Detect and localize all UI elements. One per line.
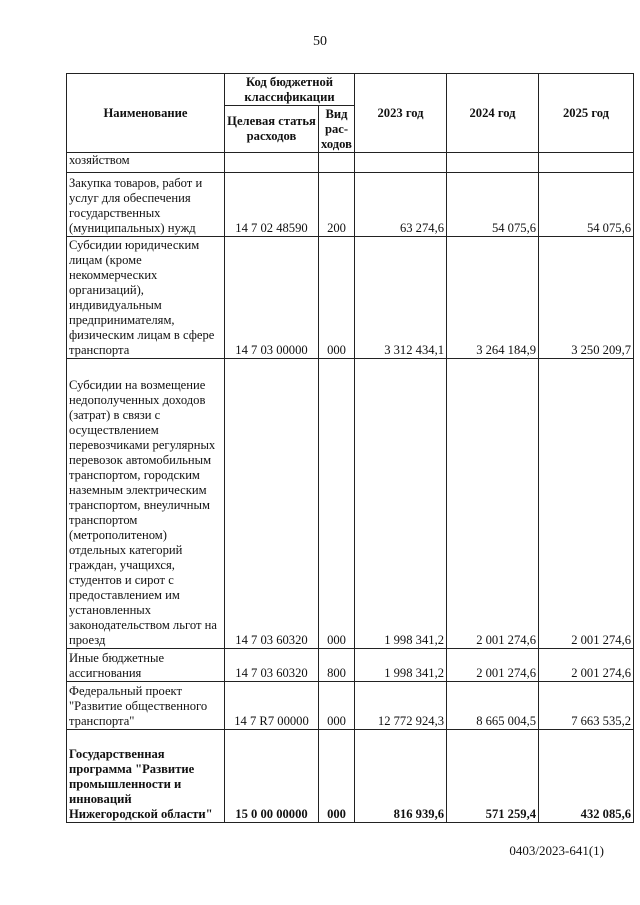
header-2023: 2023 год bbox=[355, 74, 447, 153]
table-row bbox=[67, 237, 634, 359]
row-name: Федеральный проект "Развитие общественного транспорта" bbox=[67, 682, 225, 730]
row-2023: 12 772 924,3 bbox=[355, 682, 447, 730]
row-type bbox=[319, 153, 355, 173]
row-code: 14 7 03 00000 bbox=[225, 237, 319, 359]
row-2024: 2 001 274,6 bbox=[447, 649, 539, 682]
row-type: 200 bbox=[319, 173, 355, 237]
row-2025: 2 001 274,6 bbox=[539, 359, 634, 649]
row-code: 14 7 03 60320 bbox=[225, 649, 319, 682]
header-2025: 2025 год bbox=[539, 74, 634, 153]
row-type: 000 bbox=[319, 682, 355, 730]
document-number: 0403/2023-641(1) bbox=[509, 843, 604, 858]
row-2025: 3 250 209,7 bbox=[539, 237, 634, 359]
table-row bbox=[67, 173, 634, 237]
row-name: Государственная программа "Развитие промышленности и инноваций Нижегородской области" bbox=[67, 730, 225, 823]
row-code: 14 7 R7 00000 bbox=[225, 682, 319, 730]
row-2023: 816 939,6 bbox=[355, 730, 447, 823]
header-row-top bbox=[67, 74, 634, 106]
row-2025: 54 075,6 bbox=[539, 173, 634, 237]
header-name: Наименование bbox=[67, 74, 225, 153]
row-name: Закупка товаров, работ и услуг для обеспечения государственных (муниципальных) нужд bbox=[67, 173, 225, 237]
row-name: хозяйством bbox=[67, 153, 225, 173]
header-target: Целевая статья расходов bbox=[225, 106, 319, 153]
row-2025: 7 663 535,2 bbox=[539, 682, 634, 730]
header-2024: 2024 год bbox=[447, 74, 539, 153]
row-name: Субсидии на возмещение недополученных доходов (затрат) в связи с осуществлением перевозчиками регулярных перевозок автомобильным транспортом, городским наземным электрическим транспортом, внеуличным транспортом (метрополитеном) отдельных категорий граждан, учащихся, студентов и сирот с предоставлением им установленных законодательством льгот на проезд bbox=[67, 359, 225, 649]
table-row bbox=[67, 682, 634, 730]
page-number: 50 bbox=[313, 34, 327, 49]
row-2023 bbox=[355, 153, 447, 173]
row-code: 15 0 00 00000 bbox=[225, 730, 319, 823]
row-2024: 8 665 004,5 bbox=[447, 682, 539, 730]
row-code: 14 7 03 60320 bbox=[225, 359, 319, 649]
row-name: Иные бюджетные ассигнования bbox=[67, 649, 225, 682]
budget-table bbox=[66, 73, 634, 823]
row-type: 000 bbox=[319, 730, 355, 823]
row-type: 000 bbox=[319, 237, 355, 359]
row-name: Субсидии юридическим лицам (кроме некоммерческих организаций), индивидуальным предпринимателям, физическим лицам в сфере транспорта bbox=[67, 237, 225, 359]
row-code: 14 7 02 48590 bbox=[225, 173, 319, 237]
row-2023: 63 274,6 bbox=[355, 173, 447, 237]
header-code-group: Код бюджетной классификации bbox=[225, 74, 355, 106]
row-type: 800 bbox=[319, 649, 355, 682]
row-code bbox=[225, 153, 319, 173]
row-2024: 2 001 274,6 bbox=[447, 359, 539, 649]
row-2025: 2 001 274,6 bbox=[539, 649, 634, 682]
row-type: 000 bbox=[319, 359, 355, 649]
row-2025 bbox=[539, 153, 634, 173]
row-2023: 1 998 341,2 bbox=[355, 649, 447, 682]
row-2024: 3 264 184,9 bbox=[447, 237, 539, 359]
table-row bbox=[67, 153, 634, 173]
table-row bbox=[67, 730, 634, 823]
row-2024: 571 259,4 bbox=[447, 730, 539, 823]
row-2024: 54 075,6 bbox=[447, 173, 539, 237]
row-2023: 1 998 341,2 bbox=[355, 359, 447, 649]
row-2024 bbox=[447, 153, 539, 173]
header-type: Вид рас-ходов bbox=[319, 106, 355, 153]
table-row bbox=[67, 359, 634, 649]
table-row bbox=[67, 649, 634, 682]
row-2025: 432 085,6 bbox=[539, 730, 634, 823]
row-2023: 3 312 434,1 bbox=[355, 237, 447, 359]
